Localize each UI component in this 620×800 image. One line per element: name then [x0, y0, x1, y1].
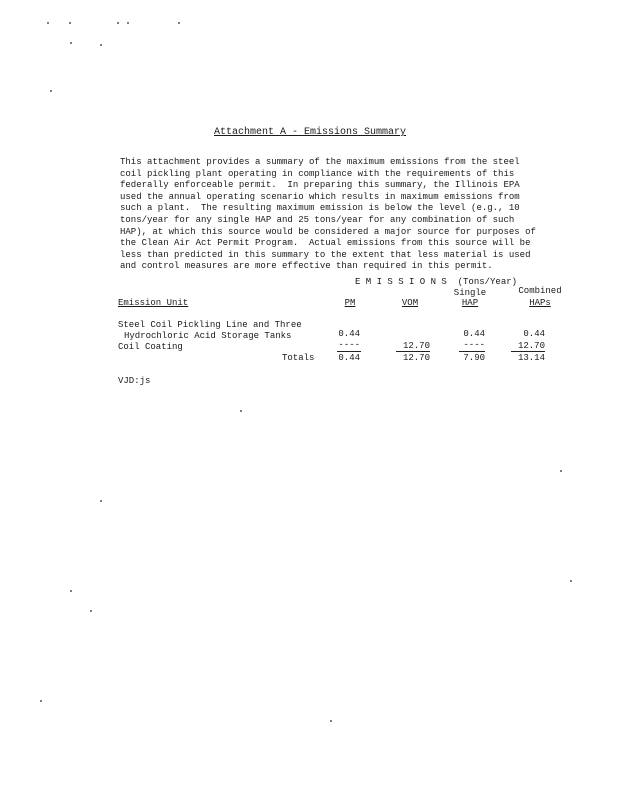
scan-speck — [50, 90, 52, 92]
page-title: Attachment A - Emissions Summary — [213, 127, 407, 138]
combined-haps-header-top: Combined — [518, 286, 562, 296]
sum-rule — [511, 351, 545, 352]
table-row-unit: Steel Coil Pickling Line and Three — [118, 320, 302, 330]
total-pm: 0.44 — [338, 353, 360, 363]
scan-speck — [69, 22, 71, 24]
paragraph-line: the Clean Air Act Permit Program. Actual emissions from this source will be — [120, 238, 531, 249]
emission-unit-header: Emission Unit — [118, 298, 189, 308]
table-cell-vom: 12.70 — [402, 341, 430, 351]
table-row-unit-continued: Hydrochloric Acid Storage Tanks — [124, 331, 292, 341]
scan-speck — [40, 700, 42, 702]
table-cell-single-hap: 0.44 — [463, 329, 485, 339]
emissions-group-header: E M I S S I O N S (Tons/Year) — [355, 277, 518, 287]
scan-speck — [70, 590, 72, 592]
author-initials: VJD:js — [118, 376, 151, 386]
paragraph-line: and control measures are more effective than required in this permit. — [120, 261, 493, 272]
scan-speck — [90, 610, 92, 612]
paragraph-line: tons/year for any single HAP and 25 tons/year for any combination of such — [120, 214, 515, 225]
paragraph-line: federally enforceable permit. In preparing this summary, the Illinois EPA — [120, 180, 520, 191]
scan-speck — [570, 580, 572, 582]
scan-speck — [178, 22, 180, 24]
totals-label: Totals — [282, 353, 315, 363]
paragraph-line: used the annual operating scenario which results in maximum emissions from — [120, 191, 520, 202]
table-cell-combined-haps: 12.70 — [517, 341, 545, 351]
scan-speck — [330, 720, 332, 722]
vom-header: VOM — [401, 298, 419, 308]
scan-speck — [47, 22, 49, 24]
summary-paragraph — [120, 157, 560, 273]
table-cell-single-hap: ---- — [463, 340, 485, 350]
scan-speck — [560, 470, 562, 472]
scan-speck — [240, 410, 242, 412]
scan-speck — [100, 500, 102, 502]
paragraph-line: less than predicted in this summary to the extent that less material is used — [120, 249, 531, 260]
sum-rule — [396, 351, 430, 352]
single-hap-header-top: Single — [453, 288, 487, 298]
single-hap-header: HAP — [461, 298, 479, 308]
scan-speck — [127, 22, 129, 24]
paragraph-line: such a plant. The resulting maximum emission is below the level (e.g., 10 — [120, 203, 520, 214]
scan-speck — [117, 22, 119, 24]
total-vom: 12.70 — [402, 353, 430, 363]
scan-speck — [100, 44, 102, 46]
paragraph-line: HAP), at which this source would be considered a major source for purposes of — [120, 226, 536, 237]
pm-header: PM — [344, 298, 356, 308]
paragraph-line: coil pickling plant operating in compliance with the requirements of this — [120, 168, 515, 179]
total-single-hap: 7.90 — [463, 353, 485, 363]
sum-rule — [337, 351, 361, 352]
total-combined-haps: 13.14 — [517, 353, 545, 363]
paragraph-line: This attachment provides a summary of the maximum emissions from the steel — [120, 157, 520, 167]
table-cell-pm: ---- — [338, 340, 360, 350]
table-row-unit: Coil Coating — [118, 342, 183, 352]
table-cell-pm: 0.44 — [338, 329, 360, 339]
table-cell-combined-haps: 0.44 — [523, 329, 545, 339]
sum-rule — [459, 351, 485, 352]
combined-haps-header: HAPs — [529, 298, 551, 308]
scan-speck — [70, 42, 72, 44]
